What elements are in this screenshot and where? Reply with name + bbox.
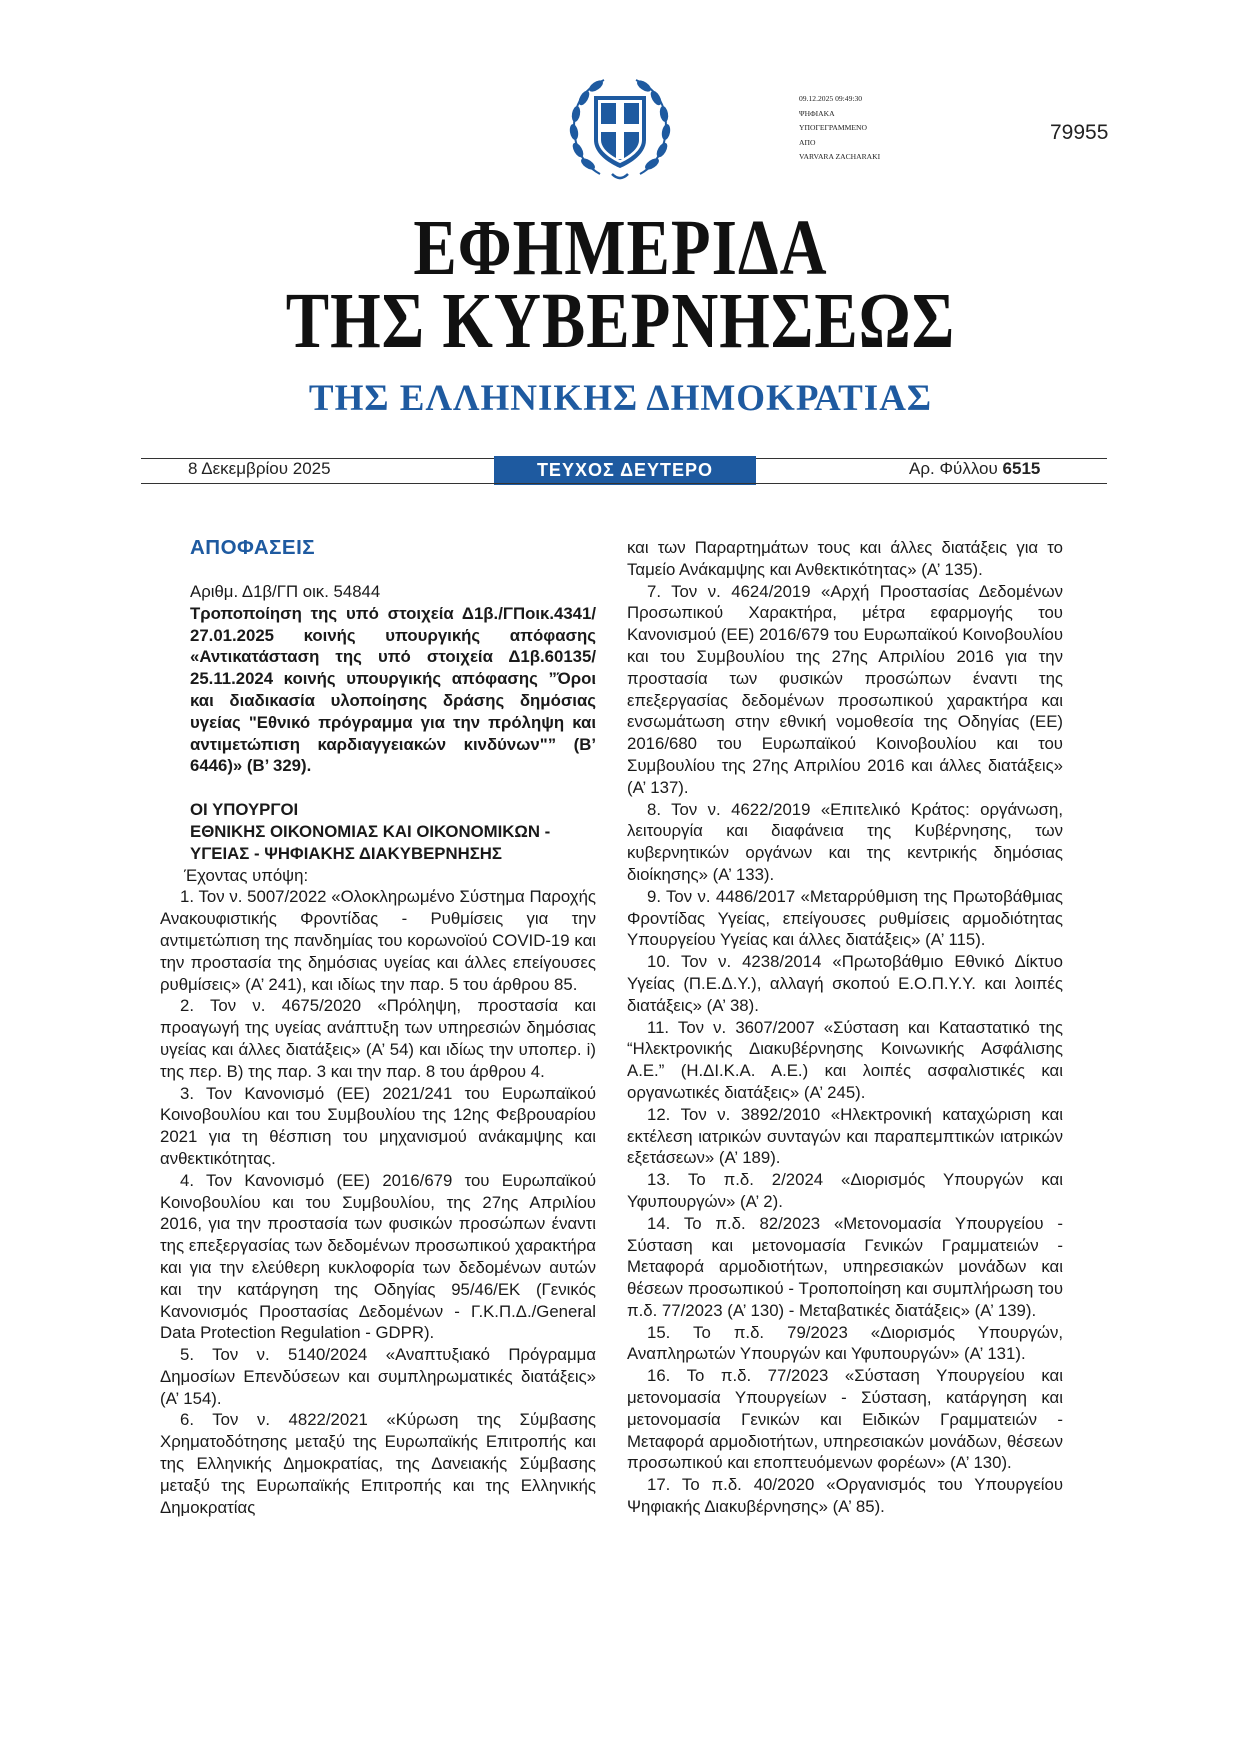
legal-basis-item: 8. Τον ν. 4622/2019 «Επιτελικό Κράτος: οργάνωση, λειτουργία και διαφάνεια της Κυβέρνησης, των κυβερνητικών οργάνων και της κεντρικής δημόσιας διοίκησης» (Α’ 133). xyxy=(627,799,1063,884)
legal-basis-item: 13. Το π.δ. 2/2024 «Διορισμός Υπουργών και Υφυπουργών» (Α’ 2). xyxy=(627,1170,1063,1211)
legal-basis-item: 15. Το π.δ. 79/2023 «Διορισμός Υπουργών, Αναπληρωτών Υπουργών και Υφυπουργών» (Α’ 131). xyxy=(627,1322,1063,1364)
legal-basis-item: 11. Τον ν. 3607/2007 «Σύσταση και Καταστατικό της “Ηλεκτρονικής Διακυβέρνησης Κοινωνικής Ασφάλισης Α.Ε.” (Η.ΔΙ.Κ.Α. Α.Ε.) και λοιπές ασφαλιστικές και οργανωτικές διατάξεις» (Α’ 245). xyxy=(627,1017,1063,1102)
ministers-line: ΥΓΕΙΑΣ - ΨΗΦΙΑΚΗΣ ΔΙΑΚΥΒΕΡΝΗΣΗΣ xyxy=(190,843,502,863)
decision-title: Τροποποίηση της υπό στοιχεία Δ1β./ΓΠοικ.4341/ 27.01.2025 κοινής υπουργικής απόφασης «Αντικατάσταση της υπό στοιχεία Δ1β.60135/ 25.11.2024 κοινής υπουργικής απόφασης ”Όροι και διαδικασία υλοποίησης δράσης δημόσιας υγείας "Εθνικό πρόγραμμα για την πρόληψη και αντιμετώπιση καρδιαγγειακών κινδύνων"” (Β’ 6446)» (Β’ 329). xyxy=(190,603,596,776)
sheet-number xyxy=(909,459,1040,479)
header-rule-bottom xyxy=(141,483,1107,484)
signature-signer: VARVARA ZACHARAKI xyxy=(799,152,881,162)
greek-coat-of-arms-emblem xyxy=(560,70,680,190)
legal-basis-item: 12. Τον ν. 3892/2010 «Ηλεκτρονική καταχώριση και εκτέλεση ιατρικών συνταγών και παραπεμπτικών ιατρικών εξετάσεων» (Α’ 189). xyxy=(627,1104,1063,1168)
signature-line: ΥΠΟΓΕΓΡΑΜΜΕΝΟ xyxy=(799,123,867,133)
decision-number: Αριθμ. Δ1β/ΓΠ οικ. 54844 xyxy=(190,582,381,601)
ministers-heading xyxy=(190,799,596,864)
legal-basis-continuation: και των Παραρτημάτων τους και άλλες διατάξεις για το Ταμείο Ανάκαμψης και Ανθεκτικότητας» (Α’ 135). xyxy=(627,538,1063,579)
gazette-title-line2: ΤΗΣ ΚΥΒΕΡΝΗΣΕΩΣ xyxy=(285,277,956,366)
legal-basis-item: 7. Τον ν. 4624/2019 «Αρχή Προστασίας Δεδομένων Προσωπικού Χαρακτήρα, μέτρα εφαρμογής του Κανονισμού (ΕΕ) 2016/679 του Ευρωπαϊκού Κοινοβουλίου και του Συμβουλίου της 27ης Απριλίου 2016 για την προστασία των φυσικών προσώπων έναντι της επεξεργασίας δεδομένων προσωπικού χαρακτήρα και ενσωμάτωση στην εθνική νομοθεσία της Οδηγίας (ΕΕ) 2016/680 του Ευρωπαϊκού Κοινοβουλίου και του Συμβουλίου της 27ης Απριλίου 2016 και άλλες διατάξεις» (Α’ 137). xyxy=(627,581,1063,797)
left-column xyxy=(160,538,596,1518)
legal-basis-item: 14. Το π.δ. 82/2023 «Μετονομασία Υπουργείου - Σύσταση και μετονομασία Γενικών Γραμματειών - Μεταφορά αρμοδιοτήτων, υπηρεσιακών μονάδων και θέσεων προσωπικού - Τροποποίηση και συμπλήρωση του π.δ. 77/2023 (Α’ 130) - Μεταβατικές διατάξεις» (Α’ 139). xyxy=(627,1213,1063,1320)
sheet-number-value: 6515 xyxy=(1002,459,1041,478)
ministers-line: ΟΙ ΥΠΟΥΡΓΟΙ xyxy=(190,800,299,820)
issue-date: 8 Δεκεμβρίου 2025 xyxy=(188,459,331,478)
legal-basis-item: 9. Τον ν. 4486/2017 «Μεταρρύθμιση της Πρωτοβάθμιας Φροντίδας Υγείας, επείγουσες ρυθμίσεις αρμοδιότητας Υπουργείου Υγείας και άλλες διατάξεις» (Α’ 115). xyxy=(627,886,1063,950)
legal-basis-item: 16. Το π.δ. 77/2023 «Σύσταση Υπουργείου και μετονομασία Υπουργείων - Σύσταση, κατάργηση και μετονομασία Γενικών και Ειδικών Γραμματειών - Μεταφορά αρμοδιοτήτων, υπηρεσιακών μονάδων, θέσεων προσωπικού και εποπτευόμενων φορέων» (Α’ 130). xyxy=(627,1366,1063,1473)
ministers-line: ΕΘΝΙΚΗΣ ΟΙΚΟΝΟΜΙΑΣ ΚΑΙ ΟΙΚΟΝΟΜΙΚΩΝ - xyxy=(190,821,551,841)
gazette-title-line1: ΕΦΗΜΕΡΙΔΑ xyxy=(413,204,828,293)
signature-line: ΨΗΦΙΑΚΑ xyxy=(799,108,835,118)
page-number: 79955 xyxy=(1050,121,1109,144)
signature-line: ΑΠΟ xyxy=(799,137,816,147)
legal-basis-item: 4. Τον Κανονισμό (ΕΕ) 2016/679 του Ευρωπαϊκού Κοινοβουλίου και του Συμβουλίου, της 27ης Απριλίου 2016, για την προστασία των φυσικών προσώπων έναντι της επεξεργασίας των δεδομένων προσωπικού χαρακτήρα και για την ελεύθερη κυκλοφορία των δεδομένων αυτών και την κατάργηση της Οδηγίας 95/46/ΕΚ (Γενικός Κανονισμός Προστασίας Δεδομένων - Γ.Κ.Π.Δ./General Data Protection Regulation - GDPR). xyxy=(160,1170,596,1343)
digital-signature-stamp xyxy=(799,92,959,165)
legal-basis-item: 3. Τον Κανονισμό (ΕΕ) 2021/241 του Ευρωπαϊκού Κοινοβουλίου και του Συμβουλίου της 12ης Φεβρουαρίου 2021 για τη θέσπιση του μηχανισμού ανάκαμψης και ανθεκτικότητας. xyxy=(160,1083,596,1168)
legal-basis-item: 17. Το π.δ. 40/2020 «Οργανισμός του Υπουργείου Ψηφιακής Διακυβέρνησης» (Α’ 85). xyxy=(627,1475,1063,1517)
legal-basis-item: 2. Τον ν. 4675/2020 «Πρόληψη, προστασία και προαγωγή της υγείας ανάπτυξη των υπηρεσιών δημόσιας υγείας και άλλες διατάξεις» (Α’ 54) και ιδίως την υποπερ. i) της περ. Β) της παρ. 3 και την παρ. 8 του άρθρου 4. xyxy=(160,996,596,1081)
issue-type-badge: ΤΕΥΧΟΣ ΔΕΥΤΕΡΟ xyxy=(494,456,756,485)
sheet-number-label: Αρ. Φύλλου xyxy=(909,459,998,478)
gazette-subtitle: ΤΗΣ ΕΛΛΗΝΙΚΗΣ ΔΗΜΟΚΡΑΤΙΑΣ xyxy=(308,378,933,419)
legal-basis-item: 5. Τον ν. 5140/2024 «Αναπτυξιακό Πρόγραμμα Δημοσίων Επενδύσεων και συμπληρωματικές διατάξεις» (Α’ 154). xyxy=(160,1345,596,1408)
signature-timestamp: 09.12.2025 09:49:30 xyxy=(799,94,863,103)
legal-basis-item: 10. Τον ν. 4238/2014 «Πρωτοβάθμιο Εθνικό Δίκτυο Υγείας (Π.Ε.Δ.Υ.), αλλαγή σκοπού Ε.Ο.Π.Υ.Υ. και λοιπές διατάξεις» (Α’ 38). xyxy=(627,952,1063,1015)
legal-basis-item: 6. Τον ν. 4822/2021 «Κύρωση της Σύμβασης Χρηματοδότησης μεταξύ της Ευρωπαϊκής Επιτροπής και της Ελληνικής Δημοκρατίας, της Δανειακής Σύμβασης μεταξύ της Ευρωπαϊκής Επιτροπής και της Ελληνικής Δημοκρατίας xyxy=(160,1410,596,1517)
section-title: ΑΠΟΦΑΣΕΙΣ xyxy=(190,536,316,559)
right-column xyxy=(627,537,1063,1518)
having-regard-label: Έχοντας υπόψη: xyxy=(184,865,309,885)
legal-basis-item: 1. Τον ν. 5007/2022 «Ολοκληρωμένο Σύστημα Παροχής Ανακουφιστικής Φροντίδας - Ρυθμίσεις για την αντιμετώπιση της πανδημίας του κορωνοϊού COVID-19 και την προστασία της δημόσιας υγείας και άλλες επείγουσες ρυθμίσεις» (Α’ 241), και ιδίως την παρ. 5 του άρθρου 85. xyxy=(160,887,596,994)
